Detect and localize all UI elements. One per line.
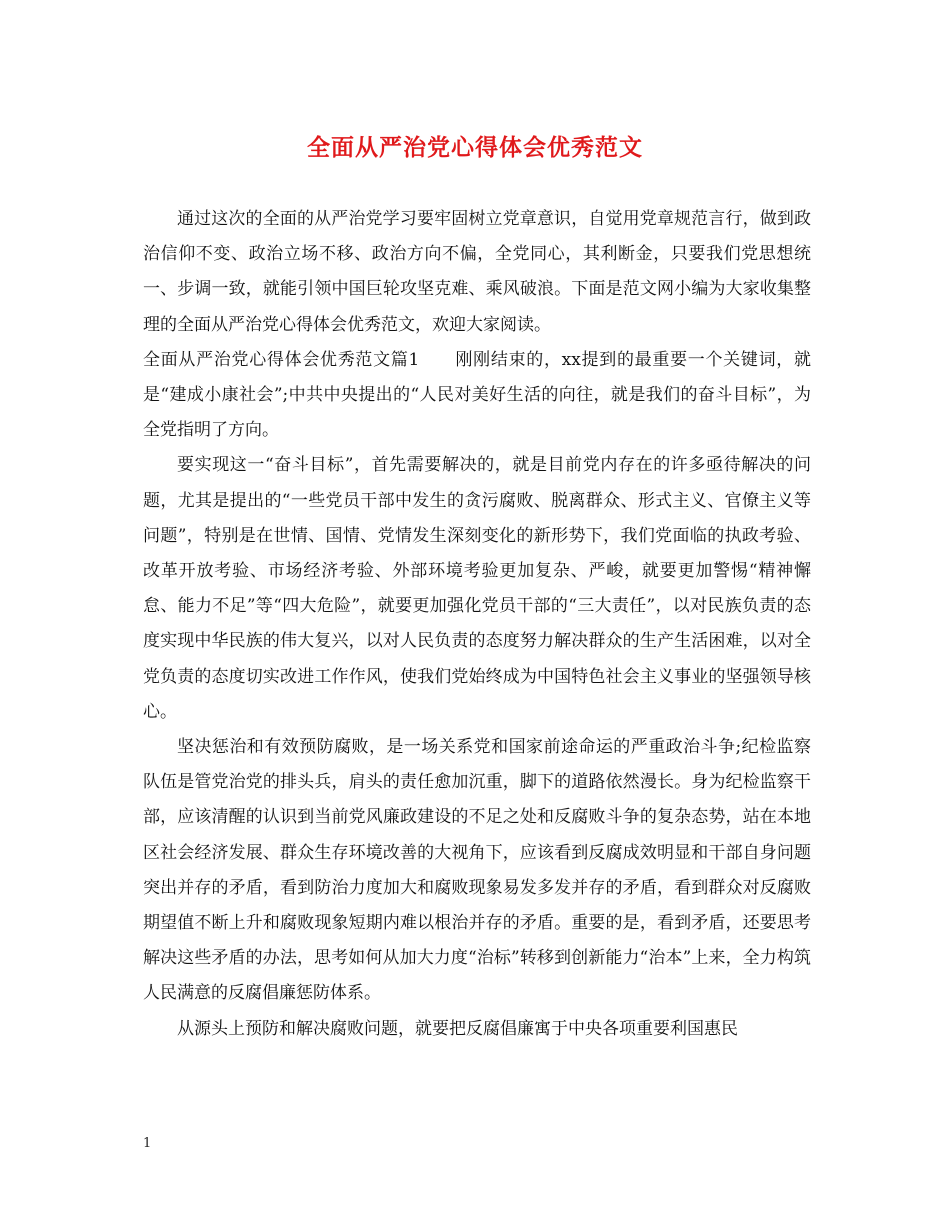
page-number: 1	[143, 1136, 152, 1151]
document-body	[143, 202, 811, 1047]
paragraph-goal: 要实现这一“奋斗目标”，首先需要解决的，就是目前党内存在的许多亟待解决的问题，尤其是提出的“一些党员干部中发生的贪污腐败、脱离群众、形式主义、官僚主义等问题”，特别是在世情、国情、党情发生深刻变化的新形势下，我们党面临的执政考验、改革开放考验、市场经济考验、外部环境考验更加复杂、严峻，就要更加警惕“精神懈怠、能力不足”等“四大危险”，就要更加强化党员干部的“三大责任”，以对民族负责的态度实现中华民族的伟大复兴，以对人民负责的态度努力解决群众的生产生活困难，以对全党负责的态度切实改进工作作风，使我们党始终成为中国特色社会主义事业的坚强领导核心。	[143, 455, 811, 722]
paragraph-anti-corruption: 坚决惩治和有效预防腐败，是一场关系党和国家前途命运的严重政治斗争;纪检监察队伍是管党治党的排头兵，肩头的责任愈加沉重，脚下的道路依然漫长。身为纪检监察干部，应该清醒的认识到当前党风廉政建设的不足之处和反腐败斗争的复杂态势，站在本地区社会经济发展、群众生存环境改善的大视角下，应该看到反腐成效明显和干部自身问题突出并存的矛盾，看到防治力度加大和腐败现象易发多发并存的矛盾，看到群众对反腐败期望值不断上升和腐败现象短期内难以根治并存的矛盾。重要的是，看到矛盾，还要思考解决这些矛盾的办法，思考如何从加大力度“治标”转移到创新能力“治本”上来，全力构筑人民满意的反腐倡廉惩防体系。	[143, 737, 811, 1004]
paragraph-prevention: 从源头上预防和解决腐败问题，就要把反腐倡廉寓于中央各项重要利国惠民	[177, 1018, 738, 1039]
paragraph-section-1-opening: 全面从严治党心得体会优秀范文篇1 刚刚结束的，xx提到的最重要一个关键词，就是“建成小康社会”;中共中央提出的“人民对美好生活的向往，就是我们的奋斗目标”，为全党指明了方向。	[143, 349, 811, 441]
document-title: 全面从严治党心得体会优秀范文	[307, 135, 643, 161]
paragraph-intro: 通过这次的全面的从严治党学习要牢固树立党章意识，自觉用党章规范言行，做到政治信仰不变、政治立场不移、政治方向不偏，全党同心，其利断金，只要我们党思想统一、步调一致，就能引领中国巨轮攻坚克难、乘风破浪。下面是范文网小编为大家收集整理的全面从严治党心得体会优秀范文，欢迎大家阅读。	[143, 209, 811, 335]
